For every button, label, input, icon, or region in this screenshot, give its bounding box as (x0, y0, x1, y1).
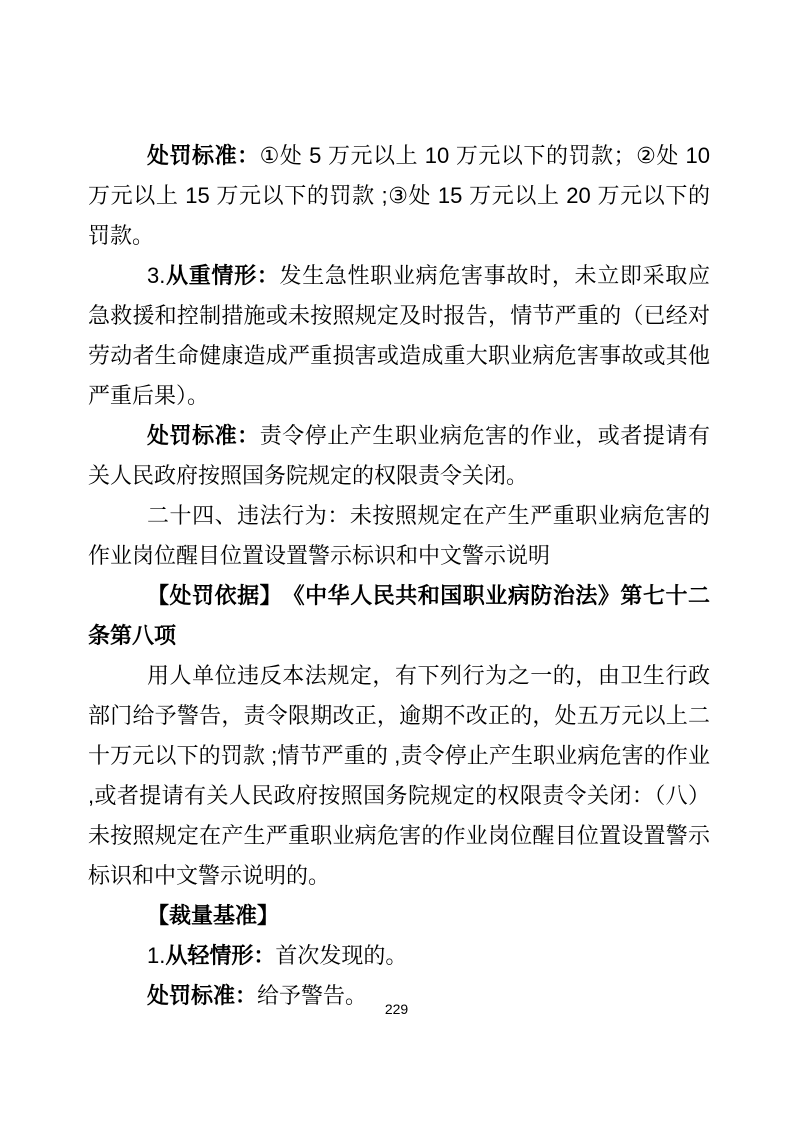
page-number: 229 (384, 1001, 409, 1017)
para-penalty-standard-1 (88, 136, 710, 256)
para-body-text: 二十四、违法行为：未按照规定在产生严重职业病危害的作业岗位醒目位置设置警示标识和中文警示说明 (88, 503, 710, 568)
document-body (88, 136, 710, 1016)
para-lead-bold: 从轻情形： (165, 943, 276, 968)
para-lead-bold: 处罚标准： (147, 423, 260, 448)
para-body-text: 发生急性职业病危害事故时，未立即采取应急救援和控制措施或未按照规定及时报告，情节严重的（已经对劳动者生命健康造成严重损害或造成重大职业病危害事故或其他严重后果）。 (88, 263, 710, 408)
para-body-text: 给予警告。 (257, 983, 368, 1008)
para-body-text: 责令停止产生职业病危害的作业，或者提请有关人民政府按照国务院规定的权限责令关闭。 (88, 423, 710, 488)
para-penalty-standard-2 (88, 416, 710, 496)
para-body-text: 用人单位违反本法规定，有下列行为之一的，由卫生行政部门给予警告，责令限期改正，逾期不改正的，处五万元以上二十万元以下的罚款 ;情节严重的 ,责令停止产生职业病危害的作业 ,或者提请有关人民政府按照国务院规定的权限责令关闭：（八）未按照规定在产生严重职业病危害的作业岗位醒目位置设置警示标识和中文警示说明的。 (88, 663, 710, 888)
para-lead-bold: 从重情形： (165, 263, 280, 288)
para-aggravating-circumstance (88, 256, 710, 416)
para-body-text: ①处 5 万元以上 10 万元以下的罚款；②处 10 万元以上 15 万元以下的罚款 ;③处 15 万元以上 20 万元以下的罚款。 (88, 143, 710, 248)
para-law-excerpt (88, 656, 710, 896)
para-body-text: 首次发现的。 (275, 943, 408, 968)
para-violation-item-24 (88, 496, 710, 576)
para-penalty-basis-heading (88, 576, 710, 656)
para-lead-bold: 处罚标准： (147, 983, 258, 1008)
para-lead-bold: 【裁量基准】 (147, 903, 280, 928)
para-lead-bold: 处罚标准： (147, 143, 260, 168)
para-discretion-benchmark-heading (88, 896, 710, 936)
para-prefix: 3. (147, 263, 166, 288)
para-lead-bold: 【处罚依据】 《中华人民共和国职业病防治法》第七十二条第八项 (88, 583, 710, 648)
para-prefix: 1. (147, 943, 166, 968)
para-lenient-circumstance (88, 936, 710, 976)
